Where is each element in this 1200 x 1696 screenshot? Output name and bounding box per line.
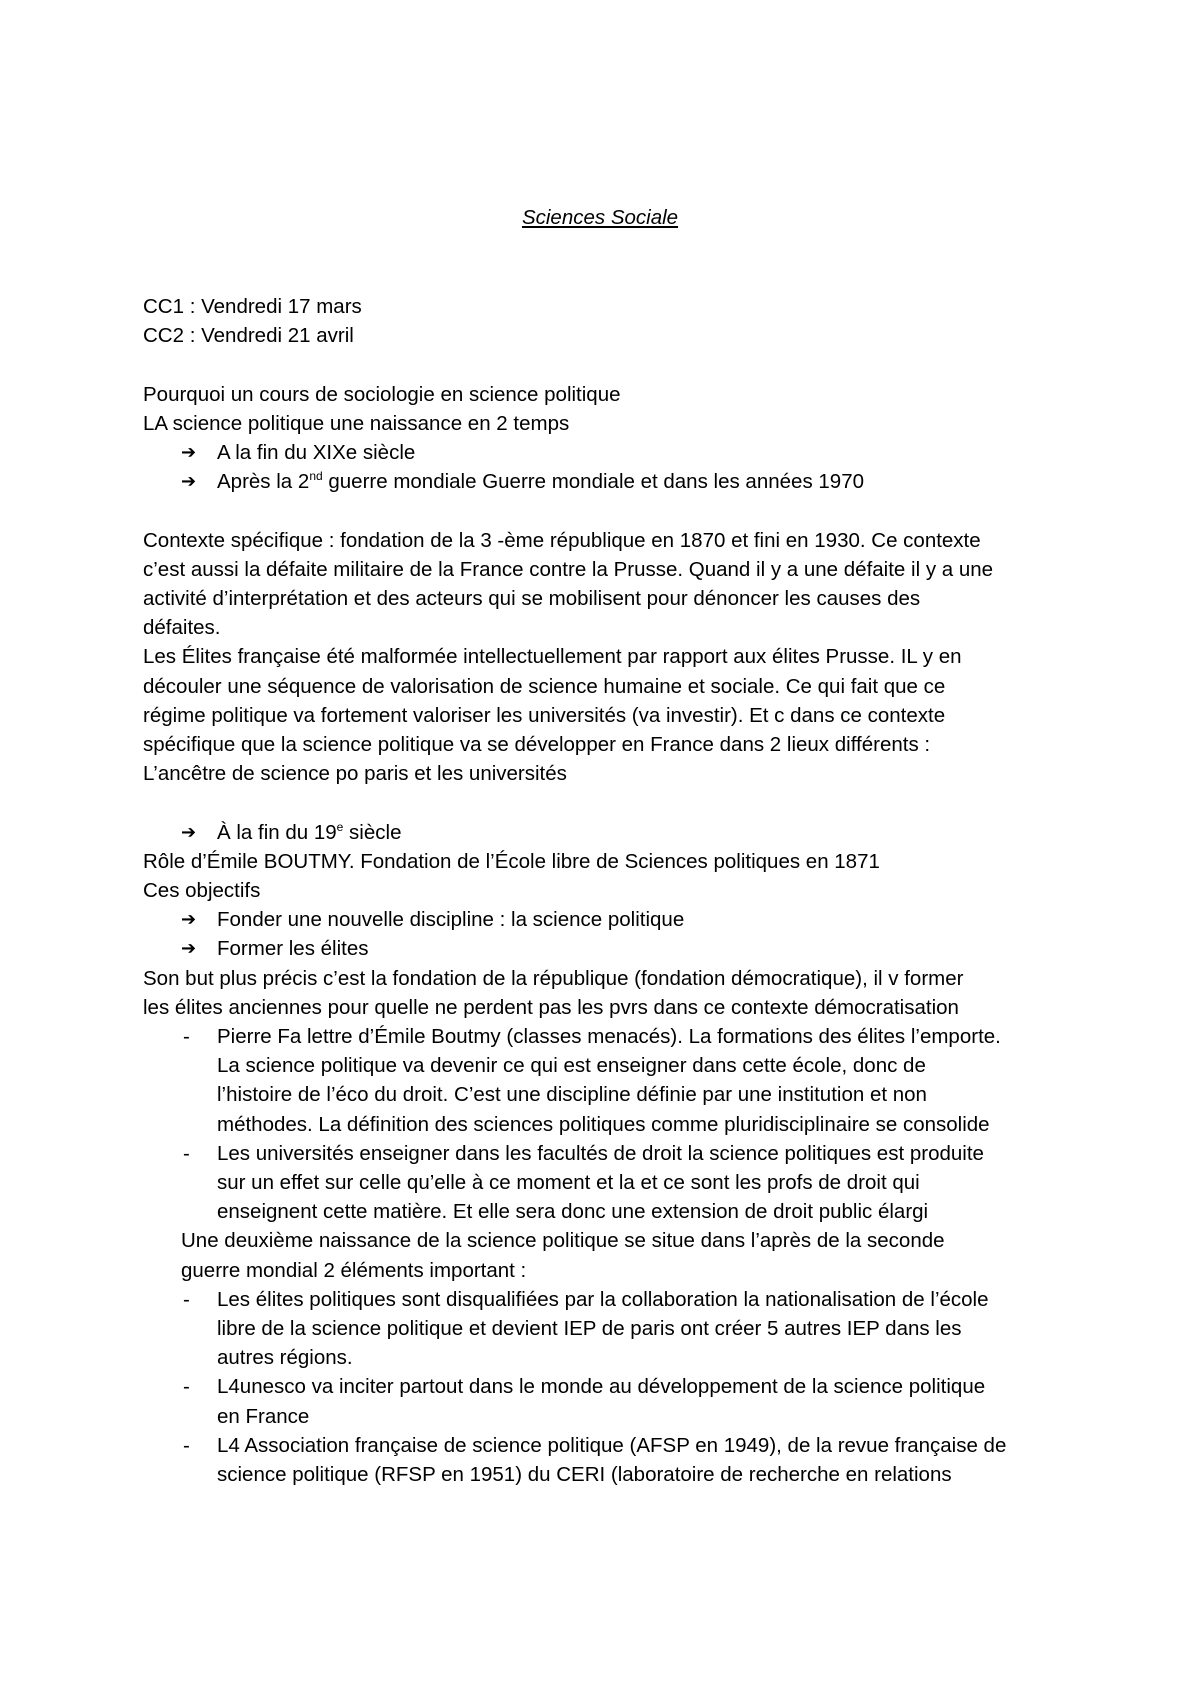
dash-list-item (143, 1431, 1068, 1489)
dash-bullet-icon: - (183, 1287, 190, 1311)
list-item-line: enseignent cette matière. Et elle sera donc une extension de droit public élargi (217, 1200, 929, 1224)
list-item-line: l’histoire de l’éco du droit. C’est une discipline définie par une institution et non (217, 1083, 927, 1107)
context-line: L’ancêtre de science po paris et les universités (143, 762, 567, 786)
boutmy-role: Rôle d’Émile BOUTMY. Fondation de l’École libre de Sciences politiques en 1871 (143, 849, 880, 873)
list-item-text: siècle (343, 820, 402, 844)
list-item-line: science politique (RFSP en 1951) du CERI (laboratoire de recherche en relations (217, 1463, 952, 1487)
second-birth-paragraph (143, 1226, 1068, 1284)
context-line: Contexte spécifique : fondation de la 3 -ème république en 1870 et fini en 1930. Ce contexte (143, 528, 981, 552)
list-item-line: L4 Association française de science politique (AFSP en 1949), de la revue française de (217, 1433, 1007, 1457)
list-item-line: sur un effet sur celle qu’elle à ce moment et la et ce sont les profs de droit qui (217, 1171, 920, 1195)
dash-list-item (143, 1022, 1068, 1139)
arrow-right-icon: ➔ (181, 938, 197, 959)
dash-list-item (143, 1285, 1068, 1373)
context-line: défaites. (143, 616, 221, 640)
context-line: c’est aussi la défaite militaire de la France contre la Prusse. Quand il y a une défaite il y a une (143, 557, 994, 581)
blank-line (143, 788, 1068, 817)
arrow-list-item (143, 818, 1068, 847)
list-item-line: L4unesco va inciter partout dans le monde au développement de la science politique (217, 1375, 986, 1399)
dash-bullet-icon: - (183, 1375, 190, 1399)
blank-line (143, 350, 1068, 379)
dash-bullet-icon: - (183, 1433, 190, 1457)
list-item-text: Fonder une nouvelle discipline : la science politique (217, 908, 685, 932)
list-item-line: autres régions. (217, 1346, 353, 1370)
intro-question: Pourquoi un cours de sociologie en science politique (143, 382, 621, 406)
list-item-line: La science politique va devenir ce qui est enseigner dans cette école, donc de (217, 1054, 926, 1078)
document-title: Sciences Sociale (521, 206, 679, 229)
list-item-line: Les universités enseigner dans les facultés de droit la science politiques est produite (217, 1141, 984, 1165)
superscript: nd (309, 469, 323, 484)
context-line: régime politique va fortement valoriser les universités (va investir). Et c dans ce contexte (143, 703, 946, 727)
intro-statement: LA science politique une naissance en 2 temps (143, 411, 570, 435)
list-item-text: À la fin du 19 (217, 820, 337, 844)
list-item-line: Les élites politiques sont disqualifiées par la collaboration la nationalisation de l’école (217, 1287, 989, 1311)
context-line: spécifique que la science politique va se développer en France dans 2 lieux différents : (143, 733, 931, 757)
context-line: découler une séquence de valorisation de science humaine et sociale. Ce qui fait que ce (143, 674, 946, 698)
arrow-list-item (143, 905, 1068, 934)
blank-line (143, 496, 1068, 525)
arrow-list-item (143, 934, 1068, 963)
cc1-date: CC1 : Vendredi 17 mars (143, 295, 362, 318)
list-item-line: en France (217, 1404, 310, 1428)
list-item-text: Après la 2 (217, 470, 310, 494)
arrow-right-icon: ➔ (181, 442, 197, 462)
paragraph-line: Une deuxième naissance de la science politique se situe dans l’après de la seconde (181, 1229, 945, 1253)
arrow-list-item (143, 438, 1068, 467)
dash-bullet-icon: - (183, 1141, 190, 1165)
cc2-date: CC2 : Vendredi 21 avril (143, 324, 354, 348)
arrow-right-icon: ➔ (181, 471, 197, 492)
arrow-list-item (143, 467, 1068, 496)
goal-line: Son but plus précis c’est la fondation de la république (fondation démocratique), il v former (143, 966, 964, 990)
context-line: Les Élites française été malformée intellectuellement par rapport aux élites Prusse. IL y en (143, 645, 962, 669)
context-line: activité d’interprétation et des acteurs qui se mobilisent pour dénoncer les causes des (143, 587, 921, 610)
arrow-right-icon: ➔ (181, 909, 197, 930)
list-item-text: guerre mondiale Guerre mondiale et dans les années 1970 (322, 470, 864, 494)
paragraph-line: guerre mondial 2 éléments important : (181, 1258, 527, 1282)
goal-line: les élites anciennes pour quelle ne perdent pas les pvrs dans ce contexte démocratisation (143, 995, 959, 1019)
arrow-right-icon: ➔ (181, 821, 197, 842)
list-item-line: méthodes. La définition des sciences politiques comme pluridisciplinaire se consolide (217, 1112, 990, 1136)
document-body (143, 292, 1068, 1489)
dash-bullet-icon: - (183, 1025, 190, 1049)
list-item-text: Former les élites (217, 937, 369, 961)
list-item-line: Pierre Fa lettre d’Émile Boutmy (classes menacés). La formations des élites l’emporte. (217, 1025, 1001, 1049)
list-item-line: libre de la science politique et devient IEP de paris ont créer 5 autres IEP dans les (217, 1317, 962, 1341)
dash-list-item (143, 1139, 1068, 1227)
objectives-label: Ces objectifs (143, 879, 261, 903)
list-item-text: A la fin du XIXe siècle (217, 441, 416, 464)
dash-list-item (143, 1372, 1068, 1430)
superscript: e (336, 819, 344, 834)
